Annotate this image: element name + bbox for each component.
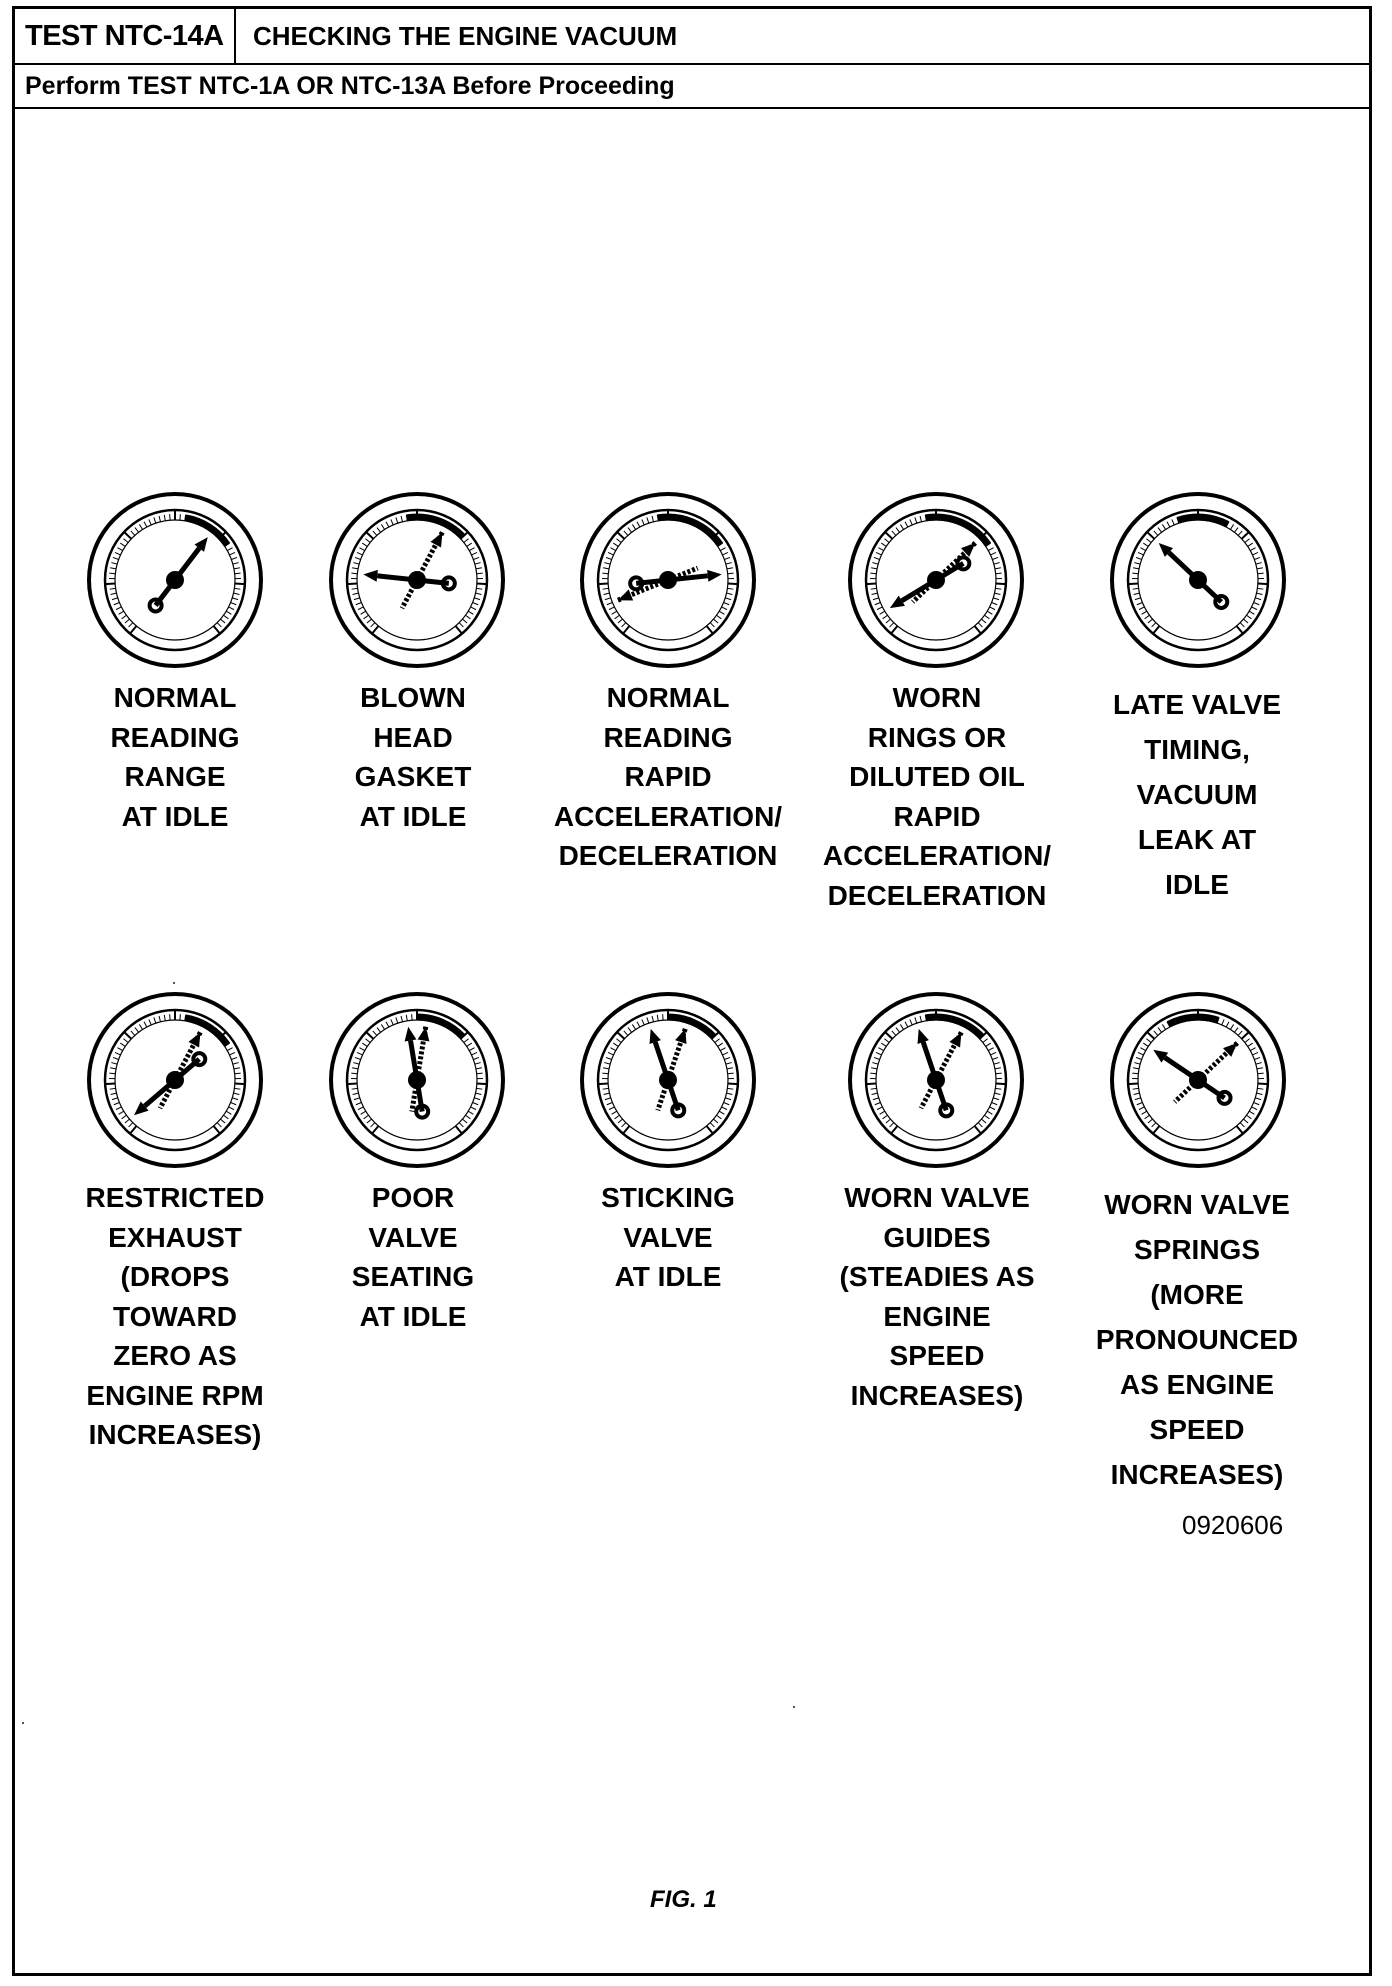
- header-row: [15, 9, 1369, 65]
- vacuum-gauge-icon: [846, 990, 1026, 1170]
- vacuum-gauge-icon: [85, 990, 265, 1170]
- vacuum-gauge-icon: [578, 490, 758, 670]
- prerequisite-note: Perform TEST NTC-1A OR NTC-13A Before Proceeding: [15, 65, 1369, 109]
- vacuum-gauge-icon: [846, 490, 1026, 670]
- gauge-caption: NORMAL READING RAPID ACCELERATION/ DECELERATION: [553, 682, 783, 871]
- gauge-caption: WORN RINGS OR DILUTED OIL RAPID ACCELERATION/ DECELERATION: [822, 682, 1052, 911]
- vacuum-gauge-icon: [578, 990, 758, 1170]
- page-title: CHECKING THE ENGINE VACUUM: [253, 20, 678, 51]
- vacuum-gauge-icon: [85, 490, 265, 670]
- gauge-caption: BLOWN HEAD GASKET AT IDLE: [354, 682, 472, 832]
- gauge-caption: WORN VALVE SPRINGS (MORE PRONOUNCED AS ENGINE SPEED INCREASES): [1095, 1189, 1299, 1490]
- vacuum-gauge-icon: [327, 490, 507, 670]
- scan-speck: [793, 1706, 795, 1708]
- gauge-caption: RESTRICTED EXHAUST (DROPS TOWARD ZERO AS ENGINE RPM INCREASES): [85, 1182, 265, 1450]
- gauge-caption: LATE VALVE TIMING, VACUUM LEAK AT IDLE: [1113, 689, 1281, 900]
- gauge-caption: WORN VALVE GUIDES (STEADIES AS ENGINE SPEED INCREASES): [839, 1182, 1035, 1411]
- test-id: TEST NTC-14A: [15, 9, 236, 63]
- figure-label: FIG. 1: [650, 1886, 717, 1913]
- vacuum-gauge-icon: [1108, 990, 1288, 1170]
- figure-code: 0920606: [1182, 1510, 1284, 1540]
- vacuum-gauge-icon: [327, 990, 507, 1170]
- scan-speck: [173, 982, 175, 984]
- vacuum-gauge-icon: [1108, 490, 1288, 670]
- gauge-caption: STICKING VALVE AT IDLE: [601, 1182, 735, 1292]
- gauge-caption: NORMAL READING RANGE AT IDLE: [110, 682, 240, 832]
- gauge-caption: POOR VALVE SEATING AT IDLE: [351, 1182, 475, 1332]
- scan-speck: [22, 1722, 24, 1724]
